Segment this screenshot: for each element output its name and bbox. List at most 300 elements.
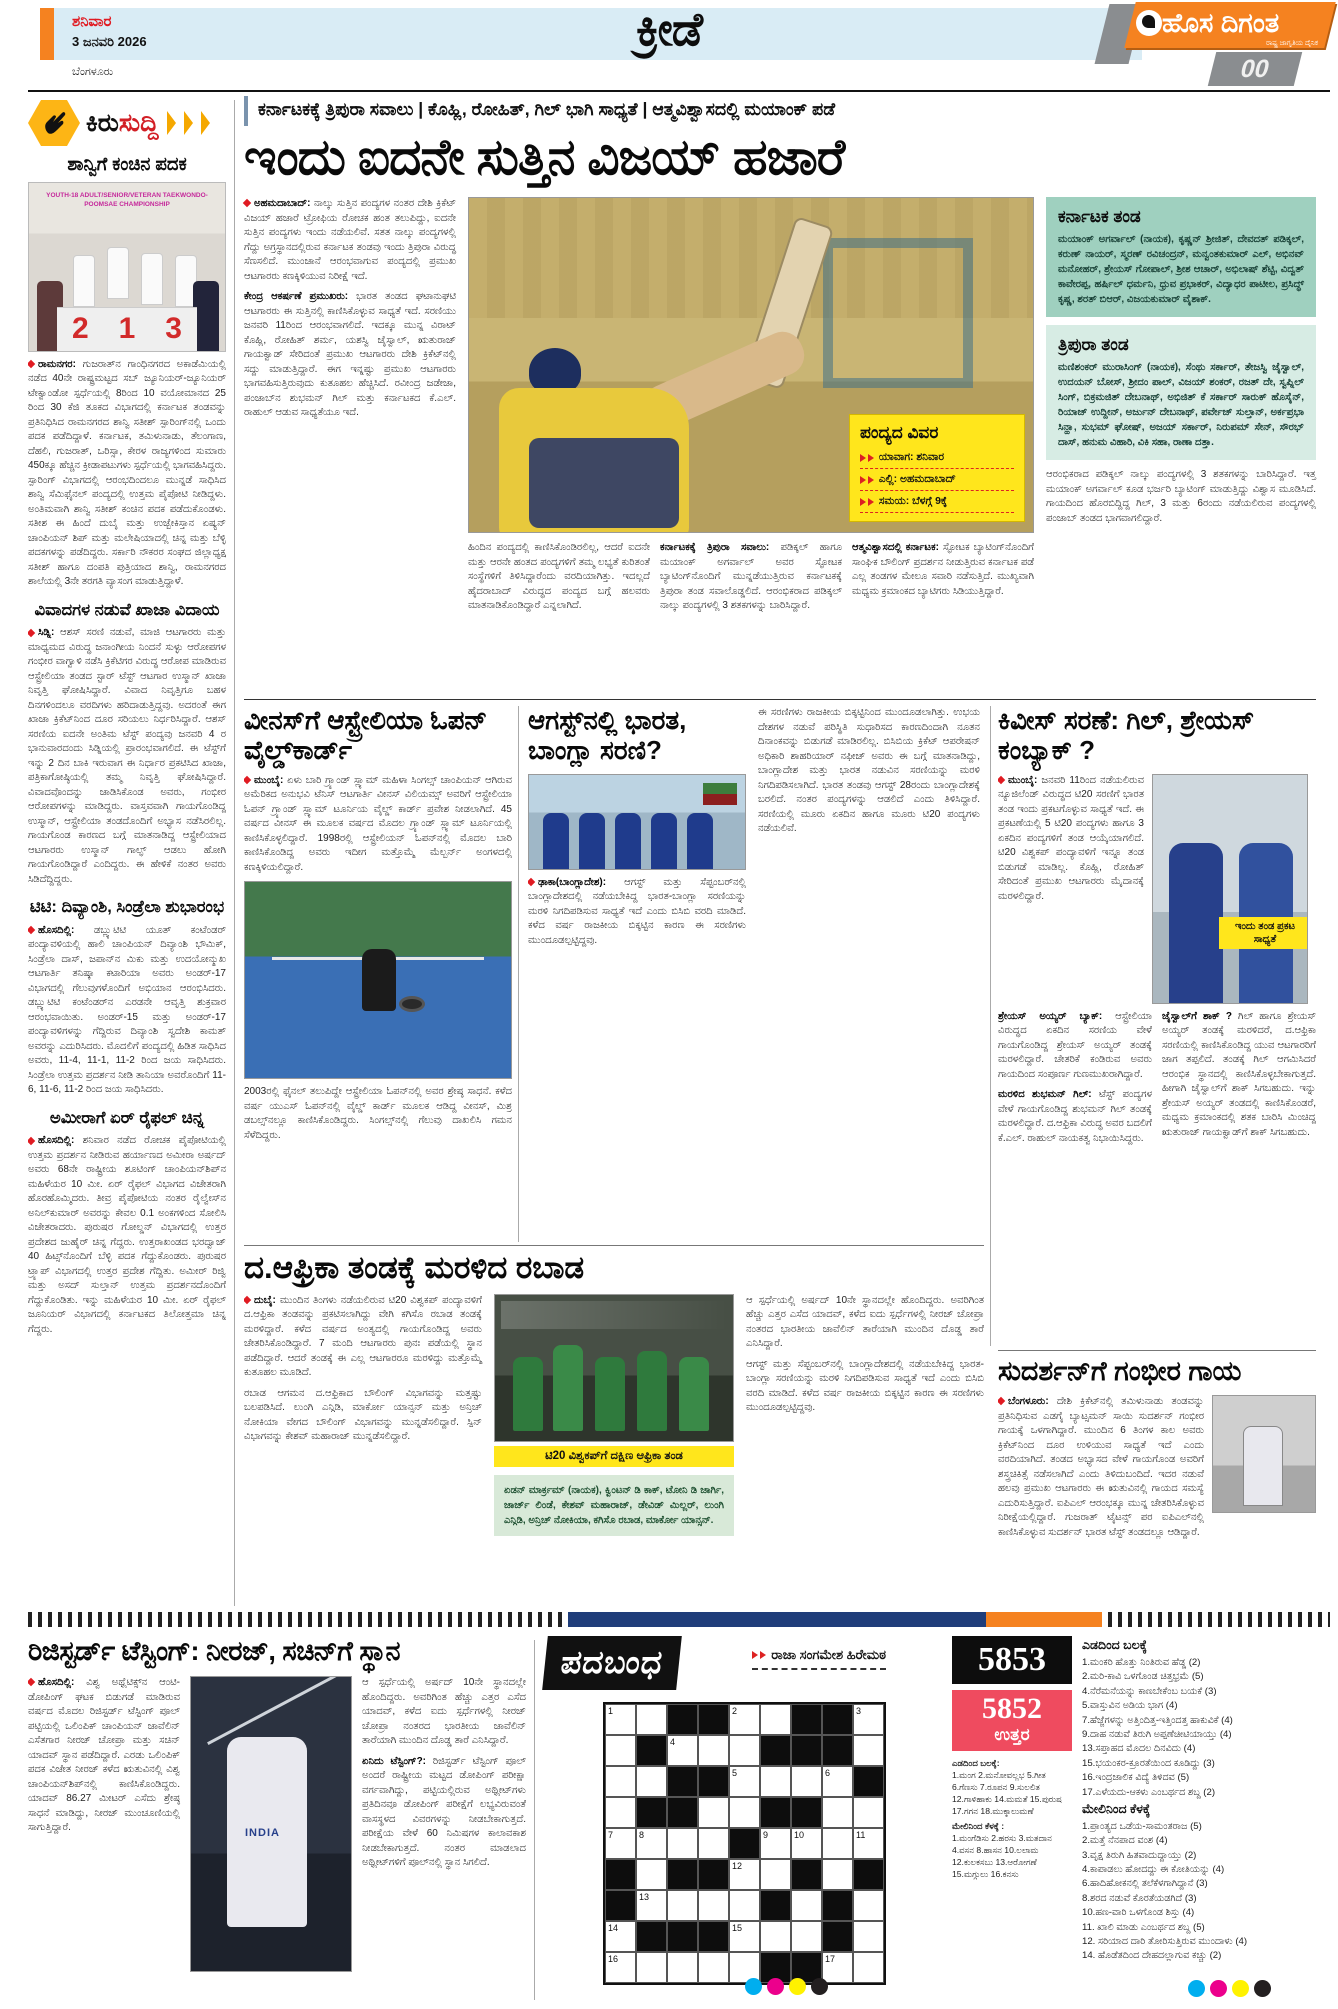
bangla-headline: ಆಗಸ್ಟ್‌ನಲ್ಲಿ ಭಾರತ, ಬಾಂಗ್ಲಾ ಸರಣಿ? bbox=[528, 706, 687, 765]
crossword-cell: 3 bbox=[853, 1704, 884, 1735]
bullet-icon bbox=[28, 1137, 35, 1145]
across-clue: 5.ವಾಸ್ತುವಿನ ಅಡಿಯ ಭಾಗ (4) bbox=[1082, 1700, 1178, 1712]
india-team-photo bbox=[528, 774, 746, 870]
crossword-cell: 5 bbox=[729, 1766, 760, 1797]
main-col-a bbox=[468, 541, 650, 614]
print-mark-dot bbox=[745, 1978, 762, 1995]
crossword-cell bbox=[853, 1921, 884, 1952]
sidebar-story2-body bbox=[28, 626, 226, 887]
body-text: ಏಳು ಬಾರಿ ಗ್ರ್ಯಾಂಡ್ ಸ್ಲ್ಯಾಮ್ ಮಹಿಳಾ ಸಿಂಗಲ್ಸ್ ಚಾಂಪಿಯನ್ ಆಗಿರುವ ಅಮೆರಿಕದ ಅನುಭವಿ ಟೆನಿಸ್ ಆಟಗಾರ್ತಿ ವೀನಸ್ ವಿಲಿಯಮ್ಸ್ ಅವರಿಗೆ ಆಸ್ಟ್ರೇಲಿಯಾ ಓಪನ್ ಗ್ರ್ಯಾಂಡ್ ಸ್ಲ್ಯಾಮ್ ಟೂರ್ನಿಯ ವೈಲ್ಡ್ ಕಾರ್ಡ್ ಪ್ರವೇಶ ನೀಡಲಾಗಿದೆ. 45 ವರ್ಷದ ವೀನಸ್ ಈ ಮೂಲಕ ವರ್ಷದ ಮೊದಲ ಗ್ರ್ಯಾಂಡ್ ಸ್ಲ್ಯಾಮ್ ಟೂರ್ನಿಯಲ್ಲಿ ಕಾಣಿಸಿಕೊಳ್ಳಲಿದ್ದಾರೆ. 1998ರಲ್ಲಿ ಆಸ್ಟ್ರೇಲಿಯನ್ ಓಪನ್‌ನಲ್ಲಿ ಮೊದಲ ಬಾರಿ ಕಾಣಿಸಿಕೊಂಡಿದ್ದ ಅವರು ಇದೀಗ ಮತ್ತೊಮ್ಮೆ ಮೆಲ್ಬರ್ನ್ ಅಂಗಳದಲ್ಲಿ ಕಣಕ್ಕಿಳಿಯಲಿದ್ದಾರೆ. bbox=[244, 774, 512, 873]
body-text: ಆಶಸ್ ಸರಣಿ ನಡುವೆ, ಮಾಜಿ ಆಟಗಾರರು ಮತ್ತು ಮಾಧ್ಯಮದ ವಿರುದ್ಧ ಜನಾಂಗೀಯ ನಿಂದನೆ ಸುಳ್ಳು ಆರೋಪಗಳ ಗಂಭೀರ ವಾಗ್ವಾಳಿ ನಡೆಸಿ ಕ್ರಿಕೆಟಿಗರ ವಿರುದ್ಧ ಆರೋಪ ಮಾಡಿರುವ ಆಸ್ಟ್ರೇಲಿಯಾ ತಂಡದ ಸ್ಟಾರ್ ಟೆಸ್ಟ್ ಆಟಗಾರ ಉಸ್ಮಾನ್ ಖಾಜಾ ನಿವೃತ್ತಿ ಘೋಷಿಸಿದ್ದಾರೆ. ವಿವಾದ ನಿವೃತ್ತಿಗೂ ಬಹಳ ದಿನಗಳಿಂದಲೂ ವರದಿಗಳು ಹರಿದಾಡುತ್ತಿದ್ದವು. ಅದರಂತೆ ಈಗ ಖಾಜಾ ಕ್ರಿಕೆಟ್‌ನಿಂದ ದೂರ ಸರಿಯಲು ನಿರ್ಧರಿಸಿದ್ದಾರೆ. ಆಶಸ್ ಸರಣಿಯ ಐದನೇ ಅಂತಿಮ ಟೆಸ್ಟ್ ಪಂದ್ಯವು ಜನವರಿ 4 ರ ಭಾನುವಾರದಂದು ಸಿಡ್ನಿಯಲ್ಲಿ ಪ್ರಾರಂಭವಾಗಲಿದೆ. ಈ ಟೆಸ್ಟ್‌ಗೆ ಇನ್ನು 2 ದಿನ ಬಾಕಿ ಇರುವಾಗ ಈ ನಿರ್ಧಾರ ಪ್ರಕಟಿಸಿದ ಖಾಜಾ, ಪತ್ರಿಕಾಗೋಷ್ಠಿಯಲ್ಲಿ ತಮ್ಮ ನಿವೃತ್ತಿ ಘೋಷಿಸಿದ್ದಾರೆ. ವಿವಾದವೊಂದನ್ನು ಜಾಡಿಸಿಕೊಂಡ ಅವರು, ಗಂಭೀರ ಆರೋಪಗಳನ್ನು ಮಾಡಿದ್ದರು. ವಾಸ್ತವವಾಗಿ ಗಾಯಗೊಂಡಿದ್ದ ಉಸ್ಮಾನ್, ಆಸ್ಟ್ರೇಲಿಯಾ ತಂಡದೊಂದಿಗೆ ಅಭ್ಯಾಸ ನಡೆಸಿರಲಿಲ್ಲ. ಗಾಯಗೊಂಡ ಕಾರಣದ ಬಗ್ಗೆ ಮಾತನಾಡಿದ್ದ ಆಸ್ಟ್ರೇಲಿಯಾದ ಆಟಗಾರರು ಉಸ್ಮಾನ್ ಗಾಲ್ಫ್ ಆಡಲು ಹೋಗಿ ಗಾಯಗೊಂಡಿದ್ದಾರೆ ಎಂದಿದ್ದರು. ಈ ಹೇಳಿಕೆ ನಂತರ ಅವರು ಸಿಡಿದೆದ್ದಿದ್ದರು. bbox=[28, 627, 226, 885]
crossword-cell: 17 bbox=[822, 1952, 853, 1983]
crossword-cell: 2 bbox=[729, 1704, 760, 1735]
crossword-cell bbox=[822, 1828, 853, 1859]
sidebar-story3-body bbox=[28, 924, 226, 1098]
bangla-story bbox=[528, 706, 980, 1242]
chevron-icon bbox=[201, 111, 210, 135]
photo-shape bbox=[679, 1357, 709, 1431]
answers-down-title: ಮೇಲಿನಿಂದ ಕೆಳಕ್ಕೆ : bbox=[952, 1820, 1005, 1831]
venus-body2 bbox=[244, 1085, 512, 1143]
dateline: ಹೊಸದಿಲ್ಲಿ: bbox=[38, 1677, 75, 1688]
dateline: ಹೊಸದಿಲ್ಲಿ: bbox=[38, 1135, 75, 1147]
inline-subhead: ಜೈಸ್ವಾಲ್‌ಗೆ ಶಾಕ್ ? bbox=[1162, 1010, 1232, 1022]
crossword-black-cell bbox=[822, 1704, 853, 1735]
crossword-cell bbox=[698, 1890, 729, 1921]
crossword-cell bbox=[605, 1735, 636, 1766]
photo-shape bbox=[637, 1351, 667, 1431]
masthead bbox=[1114, 0, 1332, 88]
crossword-cell: 15 bbox=[729, 1921, 760, 1952]
bullet-icon bbox=[998, 776, 1005, 784]
kiwis-headline: ಕಿವೀಸ್ ಸರಣೆ: ಗಿಲ್, ಶ್ರೇಯಸ್ ಕಂಬ್ಯಾಕ್ ? bbox=[998, 706, 1255, 765]
dateline: ಹೊಸದಿಲ್ಲಿ: bbox=[38, 924, 75, 936]
arrow-icon bbox=[752, 1651, 758, 1659]
crossword-cell bbox=[760, 1921, 791, 1952]
crossword-black-cell bbox=[822, 1735, 853, 1766]
section-rule bbox=[998, 1350, 1316, 1351]
crossword-black-cell bbox=[667, 1797, 698, 1828]
body-text: ಸ್ಫೋಟಕ ಬ್ಯಾಟಿಂಗ್‌ನೊಂದಿಗೆ ಸಾಂಘಿಕ ಬೌಲಿಂಗ್ ಪ್ರದರ್ಶನ ನೀಡುತ್ತಿರುವ ಕರ್ನಾಟಕ ಪಡೆ ಎಲ್ಲ ತಂಡಗಳ ಮೇಲೂ ಸವಾರಿ ನಡೆಸುತ್ತಿದೆ. ಮುಖ್ಯವಾಗಿ ಮಧ್ಯಮ ಕ್ರಮಾಂಕದ ಬ್ಯಾಟಿಗರು ಸಿಡಿಯುತ್ತಿದ್ದಾರೆ. bbox=[852, 542, 1034, 597]
crossword-black-cell bbox=[853, 1766, 884, 1797]
batsman-photo bbox=[468, 197, 1034, 533]
body-text: ಆ ಸ್ಪರ್ಧೆಯಲ್ಲಿ ಅರ್ಷದ್ 10ನೇ ಸ್ಥಾನದಲ್ಲೇ ಹೊಂದಿದ್ದರು. ಅವರಿಗಿಂತ ಹೆಚ್ಚು ಎತ್ತರ ಎಸೆದ ಯಾದವ್, ಕಳೆದ ಐದು ಸ್ಪರ್ಧೆಗಳಲ್ಲಿ ನೀರಜ್ ಚೋಪ್ರಾ ನಂತರದ ಭಾರತೀಯ ಜಾವೆಲಿನ್ ತಾರೆಯಾಗಿ ಮುಂದಿನ ದೊಡ್ಡ ತಾರೆ ಎನಿಸಿದ್ದಾರೆ. bbox=[746, 1294, 984, 1350]
suddi-label: ಸುದ್ದಿ bbox=[118, 108, 159, 137]
crossword-answers-column bbox=[952, 1636, 1072, 2002]
body-text: ಆ ಸ್ಪರ್ಧೆಯಲ್ಲಿ ಅರ್ಷದ್ 10ನೇ ಸ್ಥಾನದಲ್ಲೇ ಹೊಂದಿದ್ದರು. ಅವರಿಗಿಂತ ಹೆಚ್ಚು ಎತ್ತರ ಎಸೆದ ಯಾದವ್, ಕಳೆದ ಐದು ಸ್ಪರ್ಧೆಗಳಲ್ಲಿ ನೀರಜ್ ಚೋಪ್ರಾ ನಂತರದ ಭಾರತೀಯ ಜಾವೆಲಿನ್ ತಾರೆಯಾಗಿ ಮುಂದಿನ ದೊಡ್ಡ ತಾರೆ ಎನಿಸಿದ್ದಾರೆ. bbox=[362, 1677, 526, 1746]
bullet-icon bbox=[28, 1678, 35, 1686]
photo-shape bbox=[501, 1301, 727, 1329]
header-rule bbox=[28, 90, 1330, 92]
crossword-black-cell bbox=[605, 1859, 636, 1890]
crossword-cell: 8 bbox=[636, 1828, 667, 1859]
chevron-icon bbox=[167, 111, 176, 135]
tennis-photo bbox=[244, 881, 512, 1079]
dateline: ಸಿಡ್ನಿ: bbox=[38, 627, 55, 639]
inline-subhead: ಏನಿದು ಟೆಸ್ಟಿಂಗ್?: bbox=[362, 1755, 427, 1767]
dateline: ಮುಂಬೈ: bbox=[1008, 774, 1038, 786]
crossword-black-cell bbox=[791, 1859, 822, 1890]
venus-body1 bbox=[244, 774, 512, 876]
crossword-clues-column bbox=[1082, 1636, 1330, 2002]
tripura-team-box bbox=[1046, 325, 1316, 460]
photo-shape bbox=[543, 813, 569, 869]
jersey-label: INDIA bbox=[245, 1827, 280, 1839]
crossword-section bbox=[545, 1636, 945, 2002]
photo-shape bbox=[1169, 843, 1223, 1003]
across-clue: 9.ದಾಹ ನಡುವೆ ತಿರುಗಿ ಅಪ್ಪಣೆಚೀಟಿಯಾಯ್ತು (4) bbox=[1082, 1728, 1232, 1740]
sidebar-story4-body bbox=[28, 1134, 226, 1337]
sidebar-story3-headline: ಟಿಟಿ: ದಿವ್ಯಾಂಶಿ, ಸಿಂಡ್ರೆಲಾ ಶುಭಾರಂಭ bbox=[29, 898, 225, 917]
down-clue: 8.ಶರದ ನಡುವೆ ಕೊರತೆಯಡಗಿದೆ (3) bbox=[1082, 1892, 1197, 1904]
crossword-cell: 13 bbox=[636, 1890, 667, 1921]
team-players: ಮಯಾಂಕ್ ಅಗರ್ವಾಲ್ (ನಾಯಕ), ಕೃಷ್ಣನ್ ಶ್ರೀಜಿತ್, ದೇವದತ್ ಪಡಿಕ್ಕಲ್, ಕರುಣ್ ನಾಯರ್, ಸ್ಮರಣ್ ರವಿಚಂದ್ರನ್, ಮನ್ವಂತಕುಮಾರ್ ಎಲ್, ಅಭಿನವ್ ಮನೋಹರ್, ಶ್ರೇಯಸ್ ಗೋಪಾಲ್, ಶ್ರೀಶ ಆಚಾರ್, ಅಭಿಲಾಷ್ ಶೆಟ್ಟಿ, ವಿದ್ವತ್ ಕಾವೇರಪ್ಪ, ಹರ್ಷಿಲ್ ಧರ್ಮನಿ, ಧ್ರುವ ಪ್ರಭಾಕರ್, ವಿದ್ಯಾಧರ ಪಾಟೀಲ, ಪ್ರಸಿದ್ಧ್ ಕೃಷ್ಣ, ಶರತ್ ಬಿಆರ್, ವಿಜಯಕುಮಾರ್ ವೈಶಾಕ್. bbox=[1058, 234, 1304, 305]
crossword-black-cell bbox=[791, 1735, 822, 1766]
rabada-extra bbox=[746, 1358, 984, 1416]
dateline: ಬೆಂಗಳೂರು: bbox=[1008, 1396, 1049, 1408]
podium-number: 1 bbox=[118, 312, 136, 346]
crossword-black-cell bbox=[636, 1797, 667, 1828]
bullet-icon bbox=[243, 199, 251, 207]
print-mark-dot bbox=[1210, 1980, 1227, 1997]
puzzle-number: 5853 bbox=[952, 1636, 1072, 1684]
crossword-cell bbox=[667, 1828, 698, 1859]
crossword-black-cell bbox=[667, 1859, 698, 1890]
column-rule bbox=[990, 706, 991, 1346]
body-text: ಆರಂಭಿಕರಾದ ಪಡಿಕ್ಕಲ್ ನಾಲ್ಕು ಪಂದ್ಯಗಳಲ್ಲಿ 3 ಶತಕಗಳನ್ನು ಬಾರಿಸಿದ್ದಾರೆ. ಇತ್ತ ಮಯಾಂಕ್ ಅಗರ್ವಾಲ್ ಕೂಡ ಭರ್ಜರಿ ಬ್ಯಾಟಿಂಗ್ ಮಾಡುತ್ತಿದ್ದು ವಿಶ್ವಾಸ ಮೂಡಿಸಿದೆ. ಗಾಯದಿಂದ ಹೊರಬಿದ್ದಿದ್ದ ಗಿಲ್, 3 ಮತ್ತು 6ರಂದು ನಡೆಯಲಿರುವ ಪಂದ್ಯಗಳಲ್ಲಿ ಪಂಜಾಬ್ ತಂಡದ ಭಾಗವಾಗಲಿದ್ದಾರೆ. bbox=[1046, 469, 1316, 524]
body-text: ಭಾರತ ತಂಡದ ಘಟಾನುಘಟಿ ಆಟಗಾರರು ಈ ಸುತ್ತಿನಲ್ಲಿ ಕಾಣಿಸಿಕೊಳ್ಳುವ ಸಾಧ್ಯತೆ ಇದೆ. ಸರಣಿಯು ಜನವರಿ 11ರಿಂದ ಆರಂಭವಾಗಲಿದೆ. ಇದಕ್ಕೂ ಮುನ್ನ ವಿರಾಟ್ ಕೊಹ್ಲಿ, ರೋಹಿತ್ ಶರ್ಮ, ಯಶಸ್ವಿ ಜೈಸ್ವಾಲ್, ಋತುರಾಜ್ ಗಾಯಕ್ವಾಡ್ ಸೇರಿದಂತೆ ಪ್ರಮುಖ ಆಟಗಾರರು ದೇಶಿ ಕ್ರಿಕೆಟ್‌ನಲ್ಲಿ ಸದ್ದು ಮಾಡುತ್ತಿದ್ದಾರೆ. ಈಗ ಇನ್ನಷ್ಟು ಪ್ರಮುಖ ಆಟಗಾರರು ಭಾಗವಹಿಸುತ್ತಿರುವುದು ಕುತೂಹಲ ಹೆಚ್ಚಿಸಿದೆ. ರವೀಂದ್ರ ಜಡೇಜಾ, ಪಂಜಾಬ್‌ನ ಶುಭಮನ್ ಗಿಲ್ ಮತ್ತು ಕರ್ನಾಟಕದ ಕೆ.ಎಲ್. ರಾಹುಲ್ ಆಡುವ ಸಾಧ್ಯತೆಯೂ ಇದೆ. bbox=[244, 291, 457, 418]
divider-navy-block bbox=[568, 1612, 998, 1627]
body-text: 2003ರಲ್ಲಿ ಫೈನಲ್ ತಲುಪಿದ್ದೇ ಆಸ್ಟ್ರೇಲಿಯಾ ಓಪನ್‌ನಲ್ಲಿ ಅವರ ಶ್ರೇಷ್ಠ ಸಾಧನೆ. ಕಳೆದ ವರ್ಷ ಯುಎಸ್ ಓಪನ್‌ನಲ್ಲಿ ವೈಲ್ಡ್ ಕಾರ್ಡ್ ಮೂಲಕ ಆಡಿದ್ದ ವೀನಸ್, ಮಿಶ್ರ ಡಬಲ್ಸ್‌ನಲ್ಲೂ ಕಾಣಿಸಿಕೊಂಡಿದ್ದರು. ಸಿಂಗಲ್ಸ್‌ನಲ್ಲಿ ಗೆಲುವು ದಾಖಲಿಸಿ ಗಮನ ಸೆಳೆದಿದ್ದರು. bbox=[244, 1086, 512, 1141]
body-text: ಆಗಸ್ಟ್ ಮತ್ತು ಸೆಪ್ಟಂಬರ್‌ನಲ್ಲಿ ಬಾಂಗ್ಲಾದೇಶದಲ್ಲಿ ನಡೆಯಬೇಕಿದ್ದ ಭಾರತ-ಬಾಂಗ್ಲಾ ಸರಣಿಯನ್ನು ಮರಳಿ ನಿಗದಿಪಡಿಸುವ ಸಾಧ್ಯತೆ ಇದೆ ಎಂದು ಬಿಸಿಬಿ ವರದಿ ಮಾಡಿದೆ. ಕಳೆದ ವರ್ಷ ರಾಜಕೀಯ ಬಿಕ್ಕಟ್ಟಿನ ಕಾರಣ ಈ ಸರಣಿಗಳು ಮುಂದೂಡಲ್ಪಟ್ಟಿದ್ದವು. bbox=[528, 876, 746, 946]
dateline: ಮುಂಬೈ: bbox=[254, 774, 284, 786]
dateline: ಢಾಕಾ(ಬಾಂಗ್ಲಾದೇಶ): bbox=[538, 876, 607, 888]
answer-box bbox=[952, 1690, 1072, 1751]
inline-subhead: ಮರಳಿದ ಶುಭಮನ್ ಗಿಲ್: bbox=[998, 1089, 1092, 1101]
print-mark-dot bbox=[1232, 1980, 1249, 1997]
crossword-black-cell bbox=[667, 1921, 698, 1952]
photo-shape bbox=[207, 1676, 341, 1745]
sidebar-story2-headline: ವಿವಾದಗಳ ನಡುವೆ ಖಾಜಾ ವಿದಾಯ bbox=[34, 600, 220, 619]
bullet-icon bbox=[244, 1296, 251, 1304]
bullet-icon bbox=[28, 628, 35, 636]
neeraj-body2 bbox=[362, 1676, 526, 1749]
taekwondo-photo bbox=[28, 182, 226, 352]
main-right-text bbox=[1046, 468, 1316, 526]
crossword-cell bbox=[853, 1890, 884, 1921]
dateline: ದುಬೈ: bbox=[254, 1294, 276, 1306]
inline-subhead: ಶ್ರೇಯಸ್ ಅಯ್ಯರ್ ಬ್ಯಾಕ್: bbox=[998, 1010, 1103, 1022]
crossword-cell bbox=[760, 1704, 791, 1735]
body-text: ಹಿಂದಿನ ಪಂದ್ಯದಲ್ಲಿ ಕಾಣಿಸಿಕೊಂಡಿರಲಿಲ್ಲ, ಆದರೆ ಐದನೇ ಮತ್ತು ಆರನೇ ಹಂತದ ಪಂದ್ಯಗಳಿಗೆ ತಮ್ಮ ಲಭ್ಯತೆ ಕುರಿತಂತೆ ಸಂಸ್ಥೆಗಳಿಗೆ ತಿಳಿಸಿದ್ದಾರೆಂದು ವರದಿಯಾಗಿತ್ತು. ಇದಲ್ಲದೆ ಹೈದರಾಬಾದ್ ವಿರುದ್ಧದ ಪಂದ್ಯದ ಬಗ್ಗೆ ಹಲವರು ಮಾತನಾಡಿಕೊಂಡಿದ್ದಾರೆ ಎನ್ನಲಾಗಿದೆ. bbox=[468, 542, 650, 611]
match-label: ಸಮಯ: bbox=[878, 495, 910, 507]
bullet-icon bbox=[244, 776, 251, 784]
crossword-cell bbox=[698, 1952, 729, 1983]
crossword-black-cell bbox=[698, 1704, 729, 1735]
down-clue: 12. ಸರಿಯಾದ ದಾರಿ ತೋರಿಸುತ್ತಿರುವ ಮುಂದಾಳು (4) bbox=[1082, 1936, 1248, 1948]
crossword-cell bbox=[853, 1797, 884, 1828]
main-col-c bbox=[852, 541, 1034, 599]
sudarshan-body bbox=[998, 1395, 1204, 1540]
main-lede bbox=[244, 197, 456, 284]
kiwis-body1 bbox=[998, 774, 1144, 905]
rabada-story bbox=[244, 1250, 984, 1606]
down-clue: 11. ಖಾಲಿ ಮಾಡು ಎಂಬರ್ಥದ ಶಬ್ದ (5) bbox=[1082, 1921, 1205, 1933]
print-registration-marks bbox=[745, 1978, 828, 1995]
section-rule bbox=[244, 699, 1316, 700]
arrow-icon bbox=[860, 476, 866, 484]
page-number: 00 bbox=[1208, 52, 1302, 86]
crossword-black-cell bbox=[605, 1890, 636, 1921]
snap-hand-icon bbox=[28, 100, 80, 146]
down-clue: 6.ಹಾದಿಹೋಕನಲ್ಲಿ ತಲೆಕೆಳಗಾಗಿದ್ದಾನೆ (3) bbox=[1082, 1878, 1208, 1890]
body-text: ದೇಶಿ ಕ್ರಿಕೆಟ್‌ನಲ್ಲಿ ತಮಿಳುನಾಡು ತಂಡವನ್ನು ಪ್ರತಿನಿಧಿಸುವ ಎಡಗೈ ಬ್ಯಾಟ್ಸಮನ್ ಸಾಯಿ ಸುದರ್ಶನ್ ಗಂಭೀರ ಗಾಯಕ್ಕೆ ಒಳಗಾಗಿದ್ದಾರೆ. ಮುಂದಿನ 6 ತಿಂಗಳ ಕಾಲ ಅವರು ಕ್ರಿಕೆಟ್‌ನಿಂದ ದೂರ ಉಳಿಯುವ ಸಾಧ್ಯತೆ ಇದೆ ಎಂದು ವರದಿಯಾಗಿದೆ. ತಂಡದ ಅಭ್ಯಾಸದ ವೇಳೆ ಗಾಯಗೊಂಡ ಅವರಿಗೆ ಶಸ್ತ್ರಚಿಕಿತ್ಸೆ ನಡೆಸಲಾಗಿದೆ ಎಂದು ತಿಳಿದುಬಂದಿದೆ. ಇದರ ನಡುವೆ ಹಲವು ಪ್ರಮುಖ ಆಟಗಾರರು ಈ ಋತುವಿನಲ್ಲಿ ಗಾಯದ ಸಮಸ್ಯೆ ಎದುರಿಸುತ್ತಿದ್ದಾರೆ. ಐಪಿಎಲ್ ಆರಂಭಕ್ಕೂ ಮುನ್ನ ಚೇತರಿಸಿಕೊಳ್ಳುವ ನಿರೀಕ್ಷೆಯಲ್ಲಿದ್ದಾರೆ. ಗುಜರಾತ್ ಟೈಟನ್ಸ್ ಪರ ಐಪಿಎಲ್‌ನಲ್ಲಿ ಕಾಣಿಸಿಕೊಳ್ಳುವ ಸುದರ್ಶನ್ ಭಾರತ ಟೆಸ್ಟ್ ತಂಡದಲ್ಲೂ ಆಡಿದ್ದಾರೆ. bbox=[998, 1396, 1205, 1538]
body-text: ಪಡಿಕ್ಕಲ್ ಹಾಗೂ ಮಯಾಂಕ್ ಅಗರ್ವಾಲ್ ಅವರ ಸ್ಫೋಟಕ ಬ್ಯಾಟಿಂಗ್‌ನೊಂದಿಗೆ ಮುನ್ನಡೆಯುತ್ತಿರುವ ಕರ್ನಾಟಕಕ್ಕೆ ತ್ರಿಪುರಾ ತಂಡ ಸವಾಲೊಡ್ಡಲಿದೆ. ಆರಂಭಿಕರಾದ ಪಡಿಕ್ಕಲ್ ನಾಲ್ಕು ಪಂದ್ಯಗಳಲ್ಲಿ 3 ಶತಕಗಳನ್ನು ಬಾರಿಸಿದ್ದಾರೆ. bbox=[660, 542, 842, 611]
kiwis-sub1 bbox=[998, 1010, 1152, 1083]
crossword-black-cell bbox=[698, 1859, 729, 1890]
answers-across: 1.ಮಂಗ 2.ಮನೋವಲ್ಲಭ 5.ಗೀತ 6.ಗೆಣಸು 7.ರೂಪನ 9.ಸುಲಲಿತ 12.ಗಾಳಿಹಾಕು 14.ಮಮತೆ 15.ಪುರುಷ 17.ಗಗನ 18.ಮುಕ್ಕಾಲುಮಣೆ bbox=[952, 1769, 1062, 1816]
kiwis-players-photo bbox=[1152, 774, 1308, 1004]
crossword-black-cell bbox=[760, 1735, 791, 1766]
photo-shape bbox=[73, 255, 95, 307]
across-clue: 13.ಸಪ್ತಾಹದ ಮೊದಲ ದಿನವಿದು (4) bbox=[1082, 1743, 1196, 1755]
neeraj-story bbox=[28, 1636, 526, 2002]
masthead-logo-icon bbox=[1136, 10, 1162, 36]
crossword-black-cell bbox=[760, 1797, 791, 1828]
crossword-black-cell bbox=[791, 1704, 822, 1735]
across-clue: 2.ಮರಿ-ಕಾವಿ ಒಳಗೊಂಡ ಚಿತ್ತಭ್ರಮೆ (5) bbox=[1082, 1671, 1204, 1683]
answer-label: ಉತ್ತರ bbox=[994, 1724, 1030, 1744]
answers-down: 1.ಮಂಗೆಡಿಸು 2.ಹರಸು 3.ಮತದಾನ 4.ವಸನ 8.ಹಾಸನ 10.ಲಲಾಮ 12.ಕುಲಕಸಬು 13.ಆರೋಗಣೆ 15.ಮಗ್ಗುಲು 16.ಕನಸು bbox=[952, 1832, 1052, 1879]
down-clues bbox=[1082, 1820, 1330, 1964]
match-item bbox=[860, 491, 1014, 513]
across-clue: 1.ಮಂಕರಿ ಹೊತ್ತು ನಿಂತಿರುವ ಹೆಡ್ಡ (2) bbox=[1082, 1657, 1201, 1668]
kiwis-sub3 bbox=[998, 1088, 1152, 1146]
rabada-body1 bbox=[244, 1294, 482, 1381]
arrow-icon bbox=[868, 476, 874, 484]
photo-shape bbox=[703, 783, 737, 805]
body-text: ಮುಂದಿನ ತಿಂಗಳು ನಡೆಯಲಿರುವ ಟಿ20 ವಿಶ್ವಕಪ್ ಪಂದ್ಯಾವಳಿಗೆ ದ.ಆಫ್ರಿಕಾ ತಂಡವನ್ನು ಪ್ರಕಟಿಸಲಾಗಿದ್ದು ವೇಗಿ ಕಗಿಸೊ ರಬಾಡ ತಂಡಕ್ಕೆ ಮರಳಿದ್ದಾರೆ. ಕಳೆದ ವರ್ಷದ ಅಂತ್ಯದಲ್ಲಿ ಗಾಯಗೊಂಡಿದ್ದ ಅವರು ಚೇತರಿಸಿಕೊಂಡಿದ್ದಾರೆ. 7 ಮಂದಿ ಆಟಗಾರರು ಪುನಃ ಪಡೆಯಲ್ಲಿ ಸ್ಥಾನ ಪಡೆದಿದ್ದಾರೆ. ಆದರೆ ತಂಡಕ್ಕೆ ಈ ಎಲ್ಲ ಆಟಗಾರರೂ ಮರಳಿದ್ದು ಮತ್ತೊಮ್ಮೆ ಕುತೂಹಲ ಮೂಡಿದೆ. bbox=[244, 1294, 482, 1379]
crossword-cell bbox=[729, 1890, 760, 1921]
crossword-cell: 7 bbox=[605, 1828, 636, 1859]
kirusuddi-wordmark bbox=[86, 109, 159, 138]
crossword-byline bbox=[752, 1647, 886, 1670]
bullet-icon bbox=[28, 360, 35, 368]
crossword-black-cell bbox=[667, 1766, 698, 1797]
crossword-cell bbox=[698, 1735, 729, 1766]
body-text: ಟೆಸ್ಟ್ ಪಂದ್ಯಗಳ ವೇಳೆ ಗಾಯಗೊಂಡಿದ್ದ ಶುಭಮನ್ ಗಿಲ್ ತಂಡಕ್ಕೆ ಮರಳಲಿದ್ದಾರೆ. ದ.ಆಫ್ರಿಕಾ ವಿರುದ್ಧ ಅವರ ಬದಲಿಗೆ ಕೆ.ಎಲ್. ರಾಹುಲ್ ನಾಯಕತ್ವ ನಿಭಾಯಿಸಿದ್ದರು. bbox=[998, 1089, 1152, 1144]
photo-tag: ಇಂದು ತಂಡ ಪ್ರಕಟ ಸಾಧ್ಯತೆ bbox=[1219, 917, 1308, 949]
sa-photo-caption: ಟಿ20 ವಿಶ್ವಕಪ್‌ಗೆ ದಕ್ಷಿಣ ಆಫ್ರಿಕಾ ತಂಡ bbox=[494, 1446, 734, 1467]
header-date: 3 ಜನವರಿ 2026 bbox=[72, 34, 147, 49]
section-rule bbox=[244, 1245, 984, 1246]
crossword-black-cell bbox=[636, 1735, 667, 1766]
sudarshan-photo bbox=[1212, 1395, 1316, 1513]
inline-subhead: ಆತ್ಮವಿಶ್ವಾಸದಲ್ಲಿ ಕರ್ನಾಟಕ: bbox=[852, 542, 939, 553]
crossword-black-cell bbox=[760, 1890, 791, 1921]
bangla-body2 bbox=[758, 706, 980, 837]
down-clue: 1.ಪ್ರಾಂತ್ಯದ ಒಡೆಯ-ಸಾಮಂತರಾಜ (5) bbox=[1082, 1820, 1202, 1832]
masthead-title: ಹೊಸ ದಿಗಂತ bbox=[1162, 8, 1280, 38]
down-clue: 4.ಕಾಪಾಡಲು ಹೋದದ್ದು ಈ ಕೋತಿಯನ್ನು (4) bbox=[1082, 1864, 1225, 1876]
print-mark-dot bbox=[1254, 1980, 1271, 1997]
photo-shape bbox=[687, 813, 713, 869]
body-text: ಶನಿವಾರ ನಡೆದ ರೋಚಕ ಪೈಪೋಟಿಯಲ್ಲಿ ಉತ್ತಮ ಪ್ರದರ್ಶನ ನೀಡಿರುವ ಹರ್ಯಾಣದ ಅಮೀರಾ ಅರ್ಷದ್ ಅವರು 68ನೇ ರಾಷ್ಟ್ರೀಯ ಶೂಟಿಂಗ್ ಚಾಂಪಿಯನ್‌ಶಿಪ್‌ನ ಮಹಿಳೆಯರ 10 ಮೀ. ಏರ್ ರೈಫಲ್ ವಿಭಾಗದ ವಿಜೇತರಾಗಿ ಹೊರಹೊಮ್ಮಿದರು. ತೀವ್ರ ಪೈಪೋಟಿಯ ನಂತರ ರೈಲ್ವೇಸ್‌ನ ಅನಿಲ್‌ಕುಮಾರ್ ಅವರನ್ನು ಕೇವಲ 0.1 ಅಂಕಗಳಿಂದ ಸೋಲಿಸಿ ವಿಜೇತರಾದರು. ಪುರುಷರ ಗೋಲ್ಡನ್ ವಿಭಾಗದಲ್ಲಿ ಉತ್ತರ ಪ್ರದೇಶದ ಜುಹೈರ್ ಚಿನ್ನ ಗೆದ್ದರು. ಉತ್ತರಾಖಂಡದ ಭರದ್ವಾಜ್ 40 ಹಿಟ್ಸ್‌ನೊಂದಿಗೆ ಬೆಳ್ಳಿ ಪದಕ ಗೆದ್ದುಕೊಂಡರು. ಪುರುಷರ ಟ್ರ್ಯಾಪ್ ವಿಭಾಗದಲ್ಲಿ ಉತ್ತರ ಪ್ರದೇಶ ಗೆದ್ದಿತು. ಅಮೀರ್ ರಿಜ್ವಿ ಮತ್ತು ಅಸದ್ ಸುಲ್ತಾನ್ ಉತ್ತಮ ಪ್ರದರ್ಶನದೊಂದಿಗೆ ಗೆದ್ದುಕೊಂಡಿತು. ಇನ್ನು ಮಹಿಳೆಯರ 10 ಮೀ. ಏರ್ ರೈಫಲ್ ಜೂನಿಯರ್ ವಿಭಾಗದಲ್ಲಿ ಕರ್ನಾಟಕದ ತಿಲೋತ್ತಮಾ ಚಿನ್ನ ಗೆದ್ದರು. bbox=[28, 1135, 226, 1335]
inline-subhead: ಕೇಂದ್ರ ಆಕರ್ಷಣೆ ಪ್ರಮುಖರು: bbox=[244, 291, 349, 302]
kiru-label: ಕಿರು bbox=[86, 108, 119, 137]
print-mark-dot bbox=[789, 1978, 806, 1995]
photo-banner-text: YOUTH-18 ADULT/SENIOR/VETERAN TAEKWONDO-POOMSAE CHAMPIONSHIP bbox=[46, 191, 208, 208]
main-headline: ಇಂದು ಐದನೇ ಸುತ್ತಿನ ವಿಜಯ್ ಹಜಾರೆ bbox=[244, 129, 845, 185]
arrow-icon bbox=[868, 498, 874, 506]
crossword-cell bbox=[791, 1766, 822, 1797]
header-day: ಶನಿವಾರ bbox=[72, 13, 112, 30]
crossword-cell bbox=[636, 1859, 667, 1890]
sidebar-story4-headline: ಅಮೀರಾಗೆ ಏರ್ ರೈಫಲ್ ಚಿನ್ನ bbox=[49, 1108, 205, 1127]
crossword-cell bbox=[698, 1828, 729, 1859]
body-text: ಈ ಸರಣಿಗಳು ರಾಜಕೀಯ ಬಿಕ್ಕಟ್ಟಿನಿಂದ ಮುಂದೂಡಲಾಗಿತ್ತು. ಉಭಯ ದೇಶಗಳ ನಡುವೆ ಪರಿಸ್ಥಿತಿ ಸುಧಾರಿಸದ ಕಾರಣದಿಂದಾಗಿ ನೂತನ ದಿನಾಂಕವನ್ನು ಬಿಡುಗಡೆ ಮಾಡಿರಲಿಲ್ಲ. ಬಿಸಿಬಿಯ ಕ್ರಿಕೆಟ್ ಆಪರೇಷನ್ ಅಧಿಕಾರಿ ಶಾಹರಿಯಾರ್ ನಫೀಜ್ ಅವರು ಈ ಬಗ್ಗೆ ಮಾತನಾಡಿದ್ದು, ಬಾಂಗ್ಲಾದೇಶ ಮತ್ತು ಭಾರತ ನಡುವಿನ ಸರಣಿಯನ್ನು ಮರಳಿ ನಿಗದಿಪಡಿಸಲಾಗಿದೆ. ಭಾರತ ತಂಡವು ಆಗಸ್ಟ್ 28ರಂದು ಬಾಂಗ್ಲಾದೇಶಕ್ಕೆ ಬರಲಿದೆ. ನಂತರ ಪಂದ್ಯಗಳನ್ನು ಆಡಲಿದೆ ಎಂದು ತಿಳಿಸಿದ್ದಾರೆ. ಸರಣಿಯಲ್ಲಿ ಮೂರು ಏಕದಿನ ಹಾಗೂ ಮೂರು ಟಿ20 ಪಂದ್ಯಗಳು ನಡೆಯಲಿವೆ. bbox=[758, 707, 980, 834]
inline-subhead: ಕರ್ನಾಟಕಕ್ಕೆ ತ್ರಿಪುರಾ ಸವಾಲು: bbox=[660, 542, 770, 553]
across-clue: 4.ನೆರೆಮನೆಯನ್ನು ಕಾಣಬೇಕೆಂಬ ಬಯಕೆ (3) bbox=[1082, 1685, 1217, 1697]
chevron-icon bbox=[184, 111, 193, 135]
main-col-b bbox=[660, 541, 842, 614]
podium bbox=[57, 307, 197, 351]
crossword-cell bbox=[729, 1797, 760, 1828]
sudarshan-intro bbox=[746, 1294, 984, 1352]
across-clue: 17.ಎಳೆಯದು-ಆಕಳು ಎಂಬರ್ಥದ ಶಬ್ದ (2) bbox=[1082, 1786, 1216, 1798]
photo-shape bbox=[529, 438, 679, 528]
down-title: ಮೇಲಿನಿಂದ ಕೆಳಕ್ಕೆ bbox=[1082, 1801, 1151, 1816]
byline-text: ರಾಜಾ ಸಂಗಮೇಶ ಹಿರೇಮಠ bbox=[771, 1647, 887, 1662]
column-rule bbox=[534, 1640, 535, 2000]
body-text: ನಾಲ್ಕು ಸುತ್ತಿನ ಪಂದ್ಯಗಳ ನಂತರ ದೇಶಿ ಕ್ರಿಕೆಟ್ ವಿಜಯ್ ಹಜಾರೆ ಟ್ರೋಫಿಯ ರೋಚಕ ಹಂತ ತಲುಪಿದ್ದು, ಐದನೇ ಸುತ್ತಿನ ಪಂದ್ಯಗಳು ಇಂದು ನಡೆಯಲಿವೆ. ಸತತ ನಾಲ್ಕು ಪಂದ್ಯಗಳಲ್ಲಿ ಗೆದ್ದು ಅಗ್ರಸ್ಥಾನದಲ್ಲಿರುವ ಕರ್ನಾಟಕ ತಂಡವು ಇಂದು ತ್ರಿಪುರಾ ವಿರುದ್ಧ ಸೆಣಸಲಿದೆ. ಮುಂಜಾನೆ ಆರಂಭವಾಗುವ ಪಂದ್ಯದಲ್ಲಿ ಪ್ರಮುಖ ಆಟಗಾರರು ಕಣಕ್ಕಿಳಿಯುವ ನಿರೀಕ್ಷೆ ಇದೆ. bbox=[244, 198, 457, 282]
crossword-cell: 16 bbox=[605, 1952, 636, 1983]
crossword-cell bbox=[636, 1704, 667, 1735]
neeraj-body1 bbox=[28, 1676, 180, 1836]
arrow-icon bbox=[868, 454, 874, 462]
column-rule bbox=[234, 100, 235, 1606]
crossword-black-cell bbox=[822, 1890, 853, 1921]
venus-story bbox=[244, 706, 512, 1242]
crossword-cell bbox=[791, 1921, 822, 1952]
crossword-cell: 4 bbox=[667, 1735, 698, 1766]
crossword-cell: 10 bbox=[791, 1828, 822, 1859]
neeraj-headline: ರಿಜಿಸ್ಟರ್ಡ್ ಟೆಸ್ಟಿಂಗ್: ನೀರಜ್, ಸಚಿನ್‌ಗೆ ಸ್ಥಾನ bbox=[28, 1636, 400, 1666]
print-mark-dot bbox=[767, 1978, 784, 1995]
crossword-cell bbox=[605, 1766, 636, 1797]
crossword-cell bbox=[667, 1952, 698, 1983]
crossword-title: ಪದಬಂಧ bbox=[542, 1636, 681, 1690]
sidebar-kirusuddi bbox=[28, 100, 226, 1606]
crossword-cell: 14 bbox=[605, 1921, 636, 1952]
match-box-title: ಪಂದ್ಯದ ವಿವರ bbox=[860, 423, 939, 442]
rabada-headline: ದ.ಆಫ್ರಿಕಾ ತಂಡಕ್ಕೆ ಮರಳಿದ ರಬಾಡ bbox=[244, 1250, 585, 1285]
print-mark-dot bbox=[1188, 1980, 1205, 1997]
sa-squad-box: ಏಡನ್ ಮಾರ್ಕ್ರಮ್ (ನಾಯಕ), ಕ್ವಿಂಟನ್ ಡಿ ಕಾಕ್, ಟೋನಿ ಡಿ ಜಾರ್ಗಿ, ಜಾರ್ಜ್ ಲಿಂಡೆ, ಕೇಶವ್ ಮಹಾರಾಜ್, ಡೇವಿಡ್ ಮಿಲ್ಲರ್, ಲುಂಗಿ ಎನ್ಗಿಡಿ, ಅನ್ರಿಚ್ ನೋಕಿಯಾ, ಕಗಿಸೊ ರಬಾಡ, ಮಾರ್ಕೋ ಯಾನ್ಸನ್. bbox=[494, 1475, 734, 1536]
crossword-cell bbox=[760, 1766, 791, 1797]
crossword-cell: 1 bbox=[605, 1704, 636, 1735]
print-mark-dot bbox=[811, 1978, 828, 1995]
down-clue: 14. ಹೊಡೆತದಿಂದ ದೇಹದಲ್ಲಾಗುವ ಕಚ್ಚು (2) bbox=[1082, 1950, 1222, 1962]
podium-number: 3 bbox=[165, 312, 182, 346]
main-story bbox=[244, 96, 1316, 697]
page-header bbox=[0, 0, 1338, 90]
crossword-black-cell bbox=[729, 1828, 760, 1859]
crossword-cell: 12 bbox=[729, 1859, 760, 1890]
crossword-cell: 6 bbox=[822, 1766, 853, 1797]
team-box-title: ತ್ರಿಪುರಾ ತಂಡ bbox=[1058, 335, 1129, 354]
main-center-column bbox=[468, 197, 1034, 620]
bullet-icon bbox=[28, 926, 35, 934]
photo-shape bbox=[399, 996, 425, 1012]
across-clue: 7.ಹೆಜ್ಜೆಗಳನ್ನು ಅತ್ತಿಂದಿತ್ತ-ಇತ್ತಿಂದತ್ತ ಹಾಕುವಿಕೆ (4) bbox=[1082, 1714, 1233, 1726]
body-text: ಗುಜರಾತ್‌ನ ಗಾಂಧಿನಗರದ ಅಕಾಡೆಮಿಯಲ್ಲಿ ನಡೆದ 40ನೇ ರಾಷ್ಟ್ರಮಟ್ಟದ ಸಬ್ ಜ್ಯೂನಿಯರ್-ಜ್ಯೂನಿಯರ್ ಟೇಕ್ವಾಂಡೋ ಸ್ಪರ್ಧೆಯಲ್ಲಿ 8ರಿಂದ 10 ವಯೋಮಾನದ 25 ರಿಂದ 30 ಕೆಜಿ ತೂಕದ ವಿಭಾಗದಲ್ಲಿ ಕರ್ನಾಟಕ ತಂಡವನ್ನು ಪ್ರತಿನಿಧಿಸಿದ ರಾಮನಗರದ ಶಾನ್ವಿ ಸತೀಶ್ ಸ್ಪಾರಿಂಗ್‌ನಲ್ಲಿ ಒಂದು ಪದಕ ಪಡೆದಿದ್ದಾಳೆ. ಕರ್ನಾಟಕ, ತಮಿಳುನಾಡು, ತೆಲಂಗಾಣ, ದೆಹಲಿ, ಗುಜರಾತ್, ಒರಿಸ್ಸಾ, ಕೇರಳ ರಾಜ್ಯಗಳಿಂದ ಸುಮಾರು 450ಕ್ಕೂ ಹೆಚ್ಚಿನ ಕ್ರೀಡಾಪಟುಗಳು ಸ್ಪರ್ಧೆಯಲ್ಲಿ ಭಾಗವಹಿಸಿದ್ದರು. ಸ್ಪಾರಿಂಗ್ ವಿಭಾಗದಲ್ಲಿ ಆರಂಭದಿಂದಲೂ ಮುನ್ನಡೆ ಸಾಧಿಸಿದ ಶಾನ್ವಿ ಸೆಮಿಫೈನಲ್ ಪಂದ್ಯದಲ್ಲಿ ಉತ್ತಮ ಪೈಪೋಟಿ ನೀಡಿದ್ದಳು. ಅಂತಿಮವಾಗಿ ಶಾನ್ವಿ ಸತೀಶ್ ಕಂಚಿನ ಪದಕ ಪಡೆದುಕೊಂಡಳು. ಸತೀಶ ಈ ಹಿಂದೆ ದುಬೈ ಮತ್ತು ಉಜ್ಬೇಕಿಸ್ತಾನ ಏಷ್ಯನ್ ಚಾಂಪಿಯನ್ ಶಿಪ್ ಮತ್ತು ಮಲೇಷಿಯಾದಲ್ಲಿ ಚಿನ್ನ ಮತ್ತು ಬೆಳ್ಳಿ ಪದಕಗಳನ್ನು ಪಡೆದಿದ್ದರು. ಸರ್ಕಾರಿ ನೌಕರರ ಸಂಘದ ಜಿಲ್ಲಾಧ್ಯಕ್ಷ ಸತೀಶ್ ಹಾಗೂ ದಂಪತಿ ಪುತ್ರಿಯಾದ ಶಾನ್ವಿ, ರಾಮನಗರದ ಶಾಲೆಯಲ್ಲಿ 3ನೇ ತರಗತಿ ವ್ಯಾಸಂಗ ಮಾಡುತ್ತಿದ್ದಾಳೆ. bbox=[28, 358, 226, 588]
answer-number: 5852 bbox=[982, 1692, 1042, 1725]
match-details-box bbox=[849, 414, 1025, 522]
body-text: ಆಗಸ್ಟ್ ಮತ್ತು ಸೆಪ್ಟಂಬರ್‌ನಲ್ಲಿ ಬಾಂಗ್ಲಾದೇಶದಲ್ಲಿ ನಡೆಯಬೇಕಿದ್ದ ಭಾರತ-ಬಾಂಗ್ಲಾ ಸರಣಿಯನ್ನು ಮರಳಿ ನಿಗದಿಪಡಿಸುವ ಸಾಧ್ಯತೆ ಇದೆ ಎಂದು ಬಿಸಿಬಿ ವರದಿ ಮಾಡಿದೆ. ಕಳೆದ ವರ್ಷ ರಾಜಕೀಯ ಬಿಕ್ಕಟ್ಟಿನ ಕಾರಣ ಈ ಸರಣಿಗಳು ಮುಂದೂಡಲ್ಪಟ್ಟಿದ್ದವು. bbox=[746, 1358, 984, 1414]
crossword-cell: 9 bbox=[760, 1828, 791, 1859]
team-players: ಮಣಿಶಂಕರ್ ಮುರಾಸಿಂಗ್ (ನಾಯಕ), ಸೆಂಥು ಸರ್ಕಾರ್, ತೇಜಸ್ವಿ ಜೈಸ್ವಾಲ್, ಉದಯನ್ ಬೋಸ್, ಶ್ರೀದಂ ಪಾಲ್, ವಿಜಯ್ ಶಂಕರ್, ರಜತ್ ದೇ, ಸ್ವಪ್ನಿಲ್ ಸಿಂಗ್, ಬಿಕ್ರಮಜಿತ್ ದೇಬನಾಥ್, ಅಭಿಜಿತ್ ಕೆ ಸರ್ಕಾರ್ ಸಾರುಕ್ ಹೊಸೈನ್, ರಿಯಾಜ್ ಉದ್ದೀನ್, ಅರ್ಜುನ್ ದೇಬನಾಥ್, ಪರ್ವೇಜ್ ಸುಲ್ತಾನ್, ಅರ್ಕಪ್ರಭಾ ಸಿನ್ಹಾ, ಸುಭಮ್ ಘೋಷ್, ಅಜಯ್ ಸರ್ಕಾರ್, ನಿರುಪಮ್ ಸೇನ್, ಸೌರಭ್ ದಾಸ್, ಹನುಮ ವಿಹಾರಿ, ವಿಕಿ ಸಹಾ, ರಾಣಾ ದತ್ತಾ. bbox=[1058, 362, 1304, 448]
kiwis-sub2 bbox=[1162, 1010, 1316, 1141]
photo-shape bbox=[651, 813, 677, 869]
column-rule bbox=[518, 706, 519, 1242]
sidebar-story1-headline: ಶಾನ್ವಿಗೆ ಕಂಚಿನ ಪದಕ bbox=[67, 154, 187, 174]
photo-shape bbox=[595, 1357, 625, 1431]
header-city: ಬೆಂಗಳೂರು bbox=[72, 66, 114, 78]
crossword-cell bbox=[853, 1735, 884, 1766]
photo-shape bbox=[553, 1345, 583, 1431]
sidebar-story1-body bbox=[28, 358, 226, 590]
rabada-body2 bbox=[244, 1387, 482, 1445]
match-value: ಶನಿವಾರ bbox=[916, 451, 945, 463]
masthead-tagline: ರಾಷ್ಟ್ರ ಜಾಗೃತಿಯ ದೈನಿಕ bbox=[1266, 40, 1318, 47]
body-text: ವಿಶ್ವ ಅಥ್ಲೆಟಿಕ್ಸ್‌ನ ಆಂಟಿ-ಡೋಪಿಂಗ್ ಘಟಕ ಬಿಡುಗಡೆ ಮಾಡಿರುವ ವರ್ಷದ ಮೊದಲ ರಿಜಿಸ್ಟರ್ಡ್ ಟೆಸ್ಟಿಂಗ್ ಪೂಲ್ ಪಟ್ಟಿಯಲ್ಲಿ ಒಲಿಂಪಿಕ್ ಚಾಂಪಿಯನ್ ಜಾವೆಲಿನ್ ಎಸೆತಗಾರ ನೀರಜ್ ಚೋಪ್ರಾ ಮತ್ತು ಸಚಿನ್ ಯಾದವ್ ಸ್ಥಾನ ಪಡೆದಿದ್ದಾರೆ. ಎರಡು ಒಲಿಂಪಿಕ್ ಪದಕ ವಿಜೇತ ನೀರಜ್ ಕಳೆದ ಋತುವಿನಲ್ಲಿ ವಿಶ್ವ ಚಾಂಪಿಯನ್‌ಶಿಪ್‌ನಲ್ಲಿ ಕಾಣಿಸಿಕೊಂಡಿದ್ದರು. ಯಾದವ್ 86.27 ಮೀಟರ್ ಎಸೆದು ಶ್ರೇಷ್ಠ ಸಾಧನೆ ಮಾಡಿದ್ದು, ನೀರಜ್ ಮುಂಚೂಣಿಯಲ್ಲಿ ಸಾಗುತ್ತಿದ್ದಾರೆ. bbox=[28, 1677, 180, 1833]
dateline: ರಾಮನಗರ: bbox=[38, 358, 76, 370]
arrow-icon bbox=[860, 498, 866, 506]
body-text: ಆಸ್ಟ್ರೇಲಿಯಾ ವಿರುದ್ಧದ ಏಕದಿನ ಸರಣಿಯ ವೇಳೆ ಗಾಯಗೊಂಡಿದ್ದ ಶ್ರೇಯಸ್ ಅಯ್ಯರ್ ತಂಡಕ್ಕೆ ಮರಳಲಿದ್ದಾರೆ. ಚೇತರಿಕೆ ಕಂಡಿರುವ ಅವರು ಗಾಯದಿಂದ ಸಂಪೂರ್ಣ ಗುಣಮುಖರಾಗಿದ್ದಾರೆ. bbox=[998, 1010, 1152, 1080]
match-item bbox=[860, 447, 1014, 469]
crossword-cell bbox=[853, 1952, 884, 1983]
divider-orange-block bbox=[986, 1612, 1102, 1627]
down-clue: 10.ಹಣ-ವಾರಿ ಒಳಗೊಂಡ ಶಿಸ್ತು (4) bbox=[1082, 1907, 1195, 1919]
neeraj-sub bbox=[362, 1755, 526, 1871]
body-text: ಗಿಲ್ ಹಾಗೂ ಶ್ರೇಯಸ್ ಅಯ್ಯರ್ ತಂಡಕ್ಕೆ ಮರಳಿದರೆ, ದ.ಆಫ್ರಿಕಾ ಸರಣಿಯಲ್ಲಿ ಕಾಣಿಸಿಕೊಂಡಿದ್ದ ಯುವ ಆಟಗಾರರಿಗೆ ಜಾಗ ತಪ್ಪಲಿದೆ. ತಂಡಕ್ಕೆ ಗಿಲ್ ಆಗಮಿಸಿದರೆ ಆರಂಭಿಕ ಸ್ಥಾನದಲ್ಲಿ ಕಾಣಿಸಿಕೊಳ್ಳಬೇಕಾಗುತ್ತದೆ. ಹೀಗಾಗಿ ಜೈಸ್ವಾಲ್‌ಗೆ ಶಾಕ್ ಸಿಗಬಹುದು. ಇನ್ನು ಶ್ರೇಯಸ್ ಅಯ್ಯರ್ ತಂಡದಲ್ಲಿ ಕಾಣಿಸಿಕೊಂಡರೆ, ಮಧ್ಯಮ ಕ್ರಮಾಂಕದಲ್ಲಿ ಶತಕ ಬಾರಿಸಿ ಮಿಂಚಿದ್ದ ಋತುರಾಜ್ ಗಾಯಕ್ವಾಡ್‌ಗೆ ಶಾಕ್ ಸಿಗಬಹುದು. bbox=[1162, 1010, 1316, 1138]
section-title: ಕ್ರೀಡೆ bbox=[636, 3, 702, 55]
crossword-cell bbox=[822, 1859, 853, 1890]
crossword-cell bbox=[729, 1735, 760, 1766]
photo-shape bbox=[1243, 1426, 1283, 1506]
kicker: ಕರ್ನಾಟಕಕ್ಕೆ ತ್ರಿಪುರಾ ಸವಾಲು | ಕೊಹ್ಲಿ, ರೋಹಿತ್, ಗಿಲ್ ಭಾಗಿ ಸಾಧ್ಯತೆ | ಆತ್ಮವಿಶ್ವಾಸದಲ್ಲಿ ಮಯಾಂಕ್ ಪಡೆ bbox=[244, 96, 1316, 126]
bullet-icon bbox=[528, 878, 535, 886]
crossword-cell: 11 bbox=[853, 1828, 884, 1859]
karnataka-team-box bbox=[1046, 197, 1316, 317]
body-text: ರಬಾಡ ಆಗಮನ ದ.ಆಫ್ರಿಕಾದ ಬೌಲಿಂಗ್ ವಿಭಾಗವನ್ನು ಮತ್ತಷ್ಟು ಬಲಪಡಿಸಿದೆ. ಲುಂಗಿ ಎನ್ಗಿಡಿ, ಮಾರ್ಕೋ ಯಾನ್ಸನ್ ಮತ್ತು ಅನ್ರಿಚ್ ನೋಕಿಯಾ ವೇಗದ ಬೌಲಿಂಗ್ ವಿಭಾಗವನ್ನು ಮುನ್ನಡೆಸಲಿದ್ದಾರೆ. ಸ್ಪಿನ್ ವಿಭಾಗವನ್ನು ಕೇಶವ್ ಮಹಾರಾಜ್ ಮುನ್ನಡೆಸಲಿದ್ದಾರೆ. bbox=[244, 1387, 482, 1443]
down-clue: 3.ವೃಕ್ಷ ತಿರುಗಿ ಹಿತವಾದುದ್ದಾಯ್ತು (2) bbox=[1082, 1849, 1197, 1861]
bullet-icon bbox=[998, 1397, 1005, 1405]
crossword-cell bbox=[636, 1766, 667, 1797]
sa-team-photo bbox=[494, 1294, 734, 1442]
crossword-grid bbox=[603, 1702, 886, 1985]
photo-shape bbox=[615, 813, 641, 869]
crossword-cell bbox=[698, 1797, 729, 1828]
sudarshan-story bbox=[998, 1356, 1316, 1604]
crossword-black-cell bbox=[698, 1921, 729, 1952]
answers-text bbox=[952, 1757, 1072, 1880]
team-box-title: ಕರ್ನಾಟಕ ತಂಡ bbox=[1058, 207, 1141, 226]
main-para2 bbox=[244, 290, 456, 421]
photo-shape bbox=[107, 247, 129, 299]
print-registration-marks bbox=[1188, 1980, 1271, 1997]
main-lede-column bbox=[244, 197, 456, 620]
neeraj-photo bbox=[190, 1676, 352, 1972]
match-label: ಯಾವಾಗ: bbox=[878, 451, 914, 463]
crossword-black-cell bbox=[822, 1921, 853, 1952]
bangla-body1 bbox=[528, 876, 746, 949]
crossword-cell bbox=[760, 1859, 791, 1890]
match-value: ಅಹಮದಾಬಾದ್ bbox=[900, 473, 956, 485]
crossword-cell bbox=[605, 1797, 636, 1828]
across-clues bbox=[1082, 1656, 1330, 1800]
crossword-black-cell bbox=[853, 1859, 884, 1890]
crossword-cell bbox=[667, 1890, 698, 1921]
body-text: ಜನವರಿ 11ರಿಂದ ನಡೆಯಲಿರುವ ನ್ಯೂಜಿಲೆಂಡ್ ವಿರುದ್ಧದ ಟಿ20 ಸರಣಿಗೆ ಭಾರತ ತಂಡ ಇಂದು ಪ್ರಕಟಗೊಳ್ಳುವ ಸಾಧ್ಯತೆ ಇದೆ. ಈ ಪ್ರಕಟಣೆಯಲ್ಲಿ 5 ಟಿ20 ಪಂದ್ಯಗಳು ಹಾಗೂ 3 ಏಕದಿನ ಪಂದ್ಯಗಳಿಗೆ ತಂಡ ಆಯ್ಕೆಯಾಗಲಿದೆ. ಟಿ20 ವಿಶ್ವಕಪ್ ಪಂದ್ಯಾವಳಿಗೆ ಇನ್ನೂ ತಂಡ ಬಿಡುಗಡೆ ಮಾಡಿಲ್ಲ. ಕೊಹ್ಲಿ, ರೋಹಿತ್ ಸೇರಿದಂತೆ ಪ್ರಮುಖ ಆಟಗಾರರು ಮೈದಾನಕ್ಕೆ ಮರಳಲಿದ್ದಾರೆ. bbox=[998, 774, 1144, 902]
kirusuddi-logo bbox=[28, 100, 226, 146]
crossword-cell bbox=[636, 1952, 667, 1983]
down-clue: 2.ಮತ್ತೆ ನೆನಪಾದ ವಂಶ (4) bbox=[1082, 1835, 1168, 1847]
match-label: ಎಲ್ಲಿ: bbox=[878, 473, 898, 485]
body-text: ಡಬ್ಲ್ಯುಟಿಟಿ ಯೂತ್ ಕಂಟೆಂಡರ್ ಪಂದ್ಯಾವಳಿಯಲ್ಲಿ ಹಾಲಿ ಚಾಂಪಿಯನ್ ದಿವ್ಯಾಂಶಿ ಭೌಮಿಕ್, ಸಿಂಡ್ರೆಲಾ ದಾಸ್, ಜಪಾನ್‌ನ ಮಿಕು ಮತ್ತು ಉದಯೋನ್ಮುಖ ಆಟಗಾರ್ತಿ ತನಿಷ್ಕಾ ಕಟಾರಿಯಾ ಅವರು ಅಂಡರ್-17 ವಿಭಾಗದಲ್ಲಿ ಗೆಲುವುಗಳೊಂದಿಗೆ ಅಭಿಯಾನ ಆರಂಭಿಸಿದರು. ಡಬ್ಲ್ಯುಟಿಟಿ ಕಂಟೆಂಡರ್‌ನ ಎರಡನೇ ಆವೃತ್ತಿ ಶುಕ್ರವಾರ ಆರಂಭವಾಯಿತು. ಅಂಡರ್-15 ಮತ್ತು ಅಂಡರ್-17 ಪಂದ್ಯಾವಳಿಗಳನ್ನು ಗೆದ್ದಿರುವ ದಿವ್ಯಾಂಶಿ ಸ್ವದೇಶಿ ಕಾಮತ್ ಅವರನ್ನು ಎದುರಿಸಿದರು. ಮೊದಲಿಗೆ ಪಂದ್ಯದಲ್ಲಿ ಹಿಡಿತ ಸಾಧಿಸಿದ ಅವರು, 11-4, 11-1, 11-2 ರಿಂದ ಜಯ ಸಾಧಿಸಿದರು. ಸಿಂಡ್ರೆಲಾ ಉತ್ತಮ ಪ್ರದರ್ಶನ ನೀಡಿ ತಾನಿಯಾ ಅವರೊಂದಿಗೆ 11-6, 11-6, 11-2 ರಿಂದ ಜಯ ಸಾಧಿಸಿದರು. bbox=[28, 924, 226, 1096]
crossword-black-cell bbox=[636, 1921, 667, 1952]
match-item bbox=[860, 469, 1014, 491]
